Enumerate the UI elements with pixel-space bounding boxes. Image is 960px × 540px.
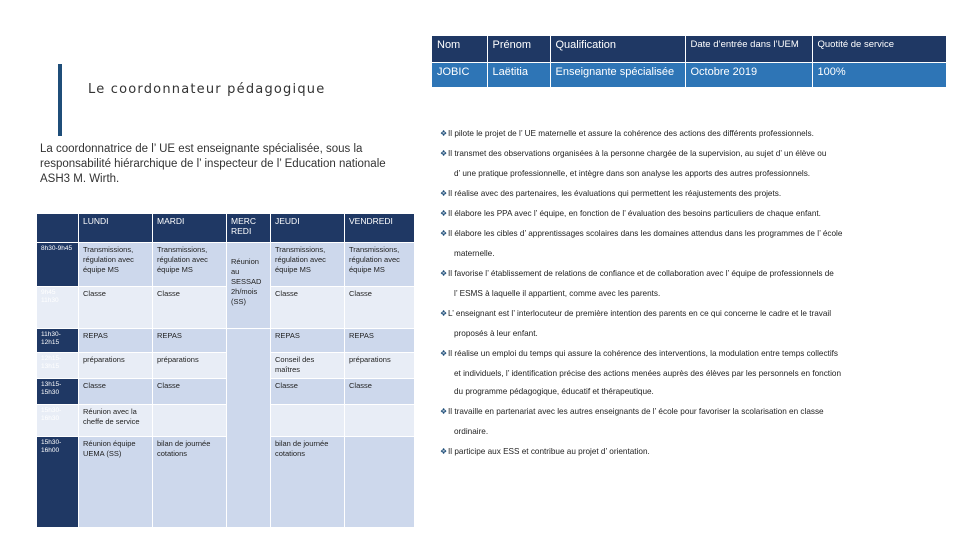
schedule-wednesday-cell: Réunion au SESSAD 2h/mois (SS) <box>227 243 271 329</box>
bullet-item: ❖ Il participe aux ESS et contribue au projet d’ orientation. <box>440 447 650 456</box>
schedule-table <box>36 213 415 528</box>
schedule-corner <box>37 214 79 243</box>
arrow-bullet-icon: ❖ <box>440 349 448 358</box>
schedule-cell: Transmissions, régulation avec équipe MS <box>153 243 227 287</box>
bullet-item: ❖ L’ enseignant est l’ interlocuteur de première intention des parents en ce qui concerne le cadre et le travail proposés à leur enfant. <box>440 309 832 338</box>
schedule-time: 15h30-16h30 <box>37 405 79 437</box>
schedule-row <box>37 287 415 329</box>
schedule-cell: REPAS <box>153 329 227 353</box>
bullet-item: ❖ Il pilote le projet de l’ UE maternelle et assure la cohérence des actions des différents professionnels. <box>440 129 814 138</box>
bullet-continuation: du programme pédagogique, éducatif et thérapeutique. <box>454 387 654 396</box>
bullet-item: ❖ Il réalise un emploi du temps qui assure la cohérence des interventions, la modulation entre temps collectifs et individuels, l’ identification précise des actions menées auprès des élèves par les personnels en fonction <box>440 349 842 378</box>
schedule-day-vendredi: VENDREDI <box>345 214 415 243</box>
staff-cell-qualification: Enseignante spécialisée <box>550 63 685 88</box>
schedule-cell: REPAS <box>345 329 415 353</box>
staff-header-date: Date d’entrée dans l’UEM <box>685 36 812 63</box>
staff-cell-nom: JOBIC <box>432 63 487 88</box>
bullet-item: ❖ Il réalise avec des partenaires, les évaluations qui permettent les réajustements des projets. <box>440 189 782 198</box>
schedule-cell: Transmissions, régulation avec équipe MS <box>271 243 345 287</box>
schedule-cell: Classe <box>345 287 415 329</box>
schedule-cell <box>345 437 415 528</box>
arrow-bullet-icon: ❖ <box>440 309 448 318</box>
schedule-cell <box>153 405 227 437</box>
schedule-cell: Classe <box>271 379 345 405</box>
schedule-row <box>37 379 415 405</box>
schedule-cell: préparations <box>345 353 415 379</box>
schedule-cell: Classe <box>79 287 153 329</box>
schedule-row <box>37 329 415 353</box>
schedule-cell: Classe <box>153 379 227 405</box>
bullet-item: ❖ Il transmet des observations organisées à la personne chargée de la supervision, au sujet d’ un élève ou d’ une pratique professionnelle, et intègre dans son analyse les apports des autres professionnels. <box>440 149 827 178</box>
schedule-cell: préparations <box>79 353 153 379</box>
schedule-cell <box>271 405 345 437</box>
schedule-cell: REPAS <box>79 329 153 353</box>
schedule-cell: Transmissions, régulation avec équipe MS <box>79 243 153 287</box>
schedule-wednesday-empty <box>227 329 271 528</box>
schedule-time: 11h30-12h15 <box>37 329 79 353</box>
staff-header-row <box>432 36 946 63</box>
schedule-cell: Transmissions, régulation avec équipe MS <box>345 243 415 287</box>
schedule-cell: Classe <box>271 287 345 329</box>
staff-header-prenom: Prénom <box>487 36 550 63</box>
bullet-item: ❖ Il travaille en partenariat avec les autres enseignants de l’ école pour favoriser la scolarisation en classe ordinaire. <box>440 407 824 436</box>
schedule-time: 8h30-9h45 <box>37 243 79 287</box>
arrow-bullet-icon: ❖ <box>440 269 448 278</box>
arrow-bullet-icon: ❖ <box>440 129 448 138</box>
schedule-time: 9h45 11h30 <box>37 287 79 329</box>
arrow-bullet-icon: ❖ <box>440 149 448 158</box>
schedule-cell: bilan de journée cotations <box>153 437 227 528</box>
schedule-row <box>37 243 415 287</box>
arrow-bullet-icon: ❖ <box>440 189 448 198</box>
staff-header-quotite: Quotité de service <box>812 36 946 63</box>
page-title: Le coordonnateur pédagogique <box>88 82 326 97</box>
schedule-cell: bilan de journée cotations <box>271 437 345 528</box>
accent-bar <box>58 64 62 136</box>
schedule-time: 12h15-13h15 <box>37 353 79 379</box>
schedule-row <box>37 437 415 528</box>
staff-cell-quotite: 100% <box>812 63 946 88</box>
schedule-cell: Classe <box>345 379 415 405</box>
schedule-cell: REPAS <box>271 329 345 353</box>
intro-paragraph: La coordonnatrice de l’ UE est enseignante spécialisée, sous la responsabilité hiérarchique de l’ inspecteur de l’ Education nationale ASH3 M. Wirth. <box>40 143 386 185</box>
schedule-header-row <box>37 214 415 243</box>
arrow-bullet-icon: ❖ <box>440 209 448 218</box>
bullet-item: ❖ Il élabore les PPA avec l’ équipe, en fonction de l’ évaluation des besoins particuliers de chaque enfant. <box>440 209 821 218</box>
bullet-item: ❖ Il élabore les cibles d’ apprentissages scolaires dans les domaines attendus dans les programmes de l’ école maternelle. <box>440 229 843 258</box>
arrow-bullet-icon: ❖ <box>440 229 448 238</box>
schedule-day-lundi: LUNDI <box>79 214 153 243</box>
schedule-row <box>37 353 415 379</box>
schedule-row <box>37 405 415 437</box>
staff-table <box>432 36 947 87</box>
schedule-cell: Conseil des maîtres <box>271 353 345 379</box>
bullet-item: ❖ Il favorise l’ établissement de relations de confiance et de collaboration avec l’ équipe de professionnels de l’ ESMS à laquelle il appartient, comme avec les parents. <box>440 269 834 298</box>
staff-cell-date: Octobre 2019 <box>685 63 812 88</box>
arrow-bullet-icon: ❖ <box>440 447 448 456</box>
schedule-day-mardi: MARDI <box>153 214 227 243</box>
staff-header-qualification: Qualification <box>550 36 685 63</box>
staff-row <box>432 63 946 88</box>
schedule-day-mercredi: MERC REDI <box>227 214 271 243</box>
schedule-cell: Réunion équipe UEMA (SS) <box>79 437 153 528</box>
responsibilities-list <box>440 128 925 466</box>
schedule-day-jeudi: JEUDI <box>271 214 345 243</box>
schedule-time: 13h15-15h30 <box>37 379 79 405</box>
schedule-cell: Classe <box>79 379 153 405</box>
schedule-cell <box>345 405 415 437</box>
schedule-time: 15h30-16h00 <box>37 437 79 528</box>
arrow-bullet-icon: ❖ <box>440 407 448 416</box>
staff-header-nom: Nom <box>432 36 487 63</box>
staff-cell-prenom: Laëtitia <box>487 63 550 88</box>
schedule-cell: Classe <box>153 287 227 329</box>
schedule-cell: Réunion avec la cheffe de service <box>79 405 153 437</box>
schedule-cell: préparations <box>153 353 227 379</box>
